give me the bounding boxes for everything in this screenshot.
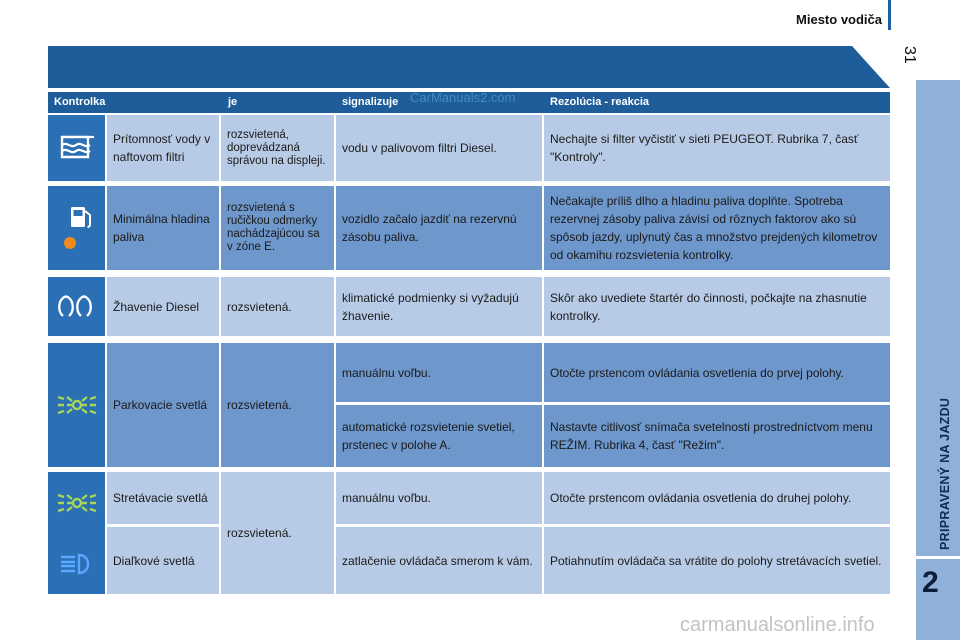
- row-5-state: rozsvietená.: [221, 472, 334, 594]
- chapter-title: PRIPRAVENÝ NA JAZDU: [938, 397, 952, 550]
- row-4b-signal: automatické rozsvietenie svetiel, prstenec v polohe A.: [336, 405, 542, 467]
- page-header-title: Miesto vodiča: [796, 12, 882, 27]
- row-4-name: Parkovacie svetlá: [107, 343, 219, 467]
- row-4a-action: Otočte prstencom ovládania osvetlenia do prvej polohy.: [544, 343, 890, 402]
- row-3-name: Žhavenie Diesel: [107, 277, 219, 336]
- row-5-action: Otočte prstencom ovládania osvetlenia do druhej polohy.: [544, 472, 890, 524]
- row-6-action: Potiahnutím ovládača sa vrátite do polohy stretávacích svetiel.: [544, 527, 890, 594]
- row-5-name: Stretávacie svetlá: [107, 472, 219, 524]
- row-1-name: Prítomnosť vody v naftovom filtri: [107, 115, 219, 181]
- column-header-signalizuje: signalizuje: [342, 96, 399, 108]
- row-3-signal: klimatické podmienky si vyžadujú žhavenie.: [336, 277, 542, 336]
- parking-lights-icon: [48, 343, 105, 467]
- low-fuel-warning-dot: [64, 237, 76, 249]
- glow-plug-icon: [48, 277, 105, 336]
- beam-icons-cell: [48, 472, 105, 594]
- row-2-state: rozsvietená s ručičkou odmerky nachádzajúcou sa v zóne E.: [221, 186, 334, 270]
- section-banner: [48, 46, 890, 88]
- dipped-beam-icon: [55, 491, 99, 515]
- watermark-top: CarManuals2.com: [410, 90, 516, 105]
- page-number: 31: [901, 46, 918, 64]
- row-3-action: Skôr ako uvediete štartér do činnosti, počkajte na zhasnutie kontrolky.: [544, 277, 890, 336]
- chapter-number: 2: [922, 566, 939, 599]
- header-accent-bar: [888, 0, 891, 30]
- row-1-state: rozsvietená, doprevádzaná správou na displeji.: [221, 115, 334, 181]
- row-4a-signal: manuálnu voľbu.: [336, 343, 542, 402]
- row-1-signal: vodu v palivovom filtri Diesel.: [336, 115, 542, 181]
- row-1-action: Nechajte si filter vyčistiť v sieti PEUGEOT. Rubrika 7, časť "Kontroly".: [544, 115, 890, 181]
- sidebar-divider: [916, 556, 960, 559]
- row-5-signal: manuálnu voľbu.: [336, 472, 542, 524]
- water-in-fuel-icon: [48, 115, 105, 181]
- row-2-name: Minimálna hladina paliva: [107, 186, 219, 270]
- watermark-bottom: carmanualsonline.info: [680, 614, 875, 636]
- row-4-state: rozsvietená.: [221, 343, 334, 467]
- row-2-action: Nečakajte príliš dlho a hladinu paliva doplňte. Spotreba rezervnej zásoby paliva závisí od rôznych faktorov ako sú spôsob jazdy, uplynutý čas a množstvo prejdených kilometrov od okamihu rozsvietenia kontrolky.: [544, 186, 890, 270]
- fuel-pump-icon: [48, 186, 105, 270]
- column-header-kontrolka: Kontrolka: [54, 96, 106, 108]
- row-2-signal: vozidlo začalo jazdiť na rezervnú zásobu paliva.: [336, 186, 542, 270]
- row-4b-action: Nastavte citlivosť snímača svetelnosti prostredníctvom menu REŽIM. Rubrika 4, časť "Režim".: [544, 405, 890, 467]
- column-header-je: je: [228, 96, 238, 108]
- row-6-signal: zatlačenie ovládača smerom k vám.: [336, 527, 542, 594]
- row-3-state: rozsvietená.: [221, 277, 334, 336]
- main-beam-icon: [57, 552, 97, 576]
- row-6-name: Diaľkové svetlá: [107, 527, 219, 594]
- column-header-rezolucia: Rezolúcia - reakcia: [550, 96, 650, 108]
